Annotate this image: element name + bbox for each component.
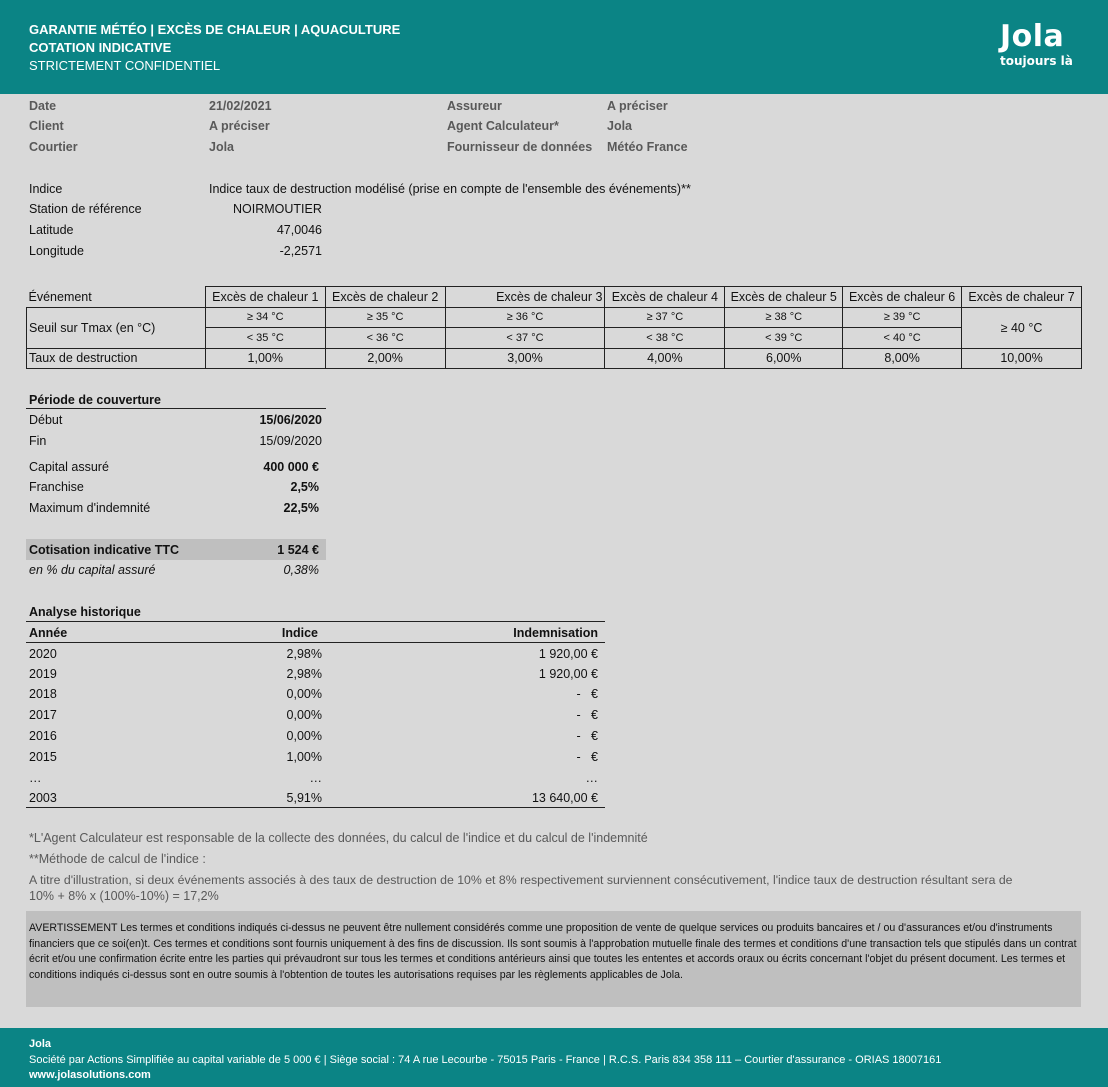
threshold-min: ≥ 39 °C xyxy=(843,307,962,328)
threshold-min: ≥ 36 °C xyxy=(445,307,605,328)
franchise-value: 2,5% xyxy=(290,480,319,494)
history-indemn: - € xyxy=(576,729,598,743)
max-indemnite-label: Maximum d'indemnité xyxy=(29,501,151,515)
logo-name: Jola xyxy=(1000,19,1065,54)
taux-row xyxy=(27,348,1082,369)
destruction-rate: 8,00% xyxy=(843,348,962,369)
history-year: 2016 xyxy=(29,729,57,743)
history-year: 2015 xyxy=(29,750,57,764)
agent-value: Jola xyxy=(607,119,633,133)
destruction-rate: 1,00% xyxy=(205,348,325,369)
capital-label: Capital assuré xyxy=(29,460,109,474)
history-indemn: - € xyxy=(576,687,598,701)
history-index: 5,91% xyxy=(286,791,322,805)
history-year: 2003 xyxy=(29,791,57,805)
cotisation-label: Cotisation indicative TTC xyxy=(29,543,180,557)
history-indemn: 13 640,00 € xyxy=(531,791,598,805)
history-indemn: … xyxy=(585,771,598,785)
threshold-min: ≥ 38 °C xyxy=(725,307,843,328)
event-name: Excès de chaleur 7 xyxy=(962,287,1082,308)
history-divider-header xyxy=(26,642,605,643)
header-subtitle: COTATION INDICATIVE xyxy=(29,40,172,55)
indice-label: Indice xyxy=(29,182,63,196)
event-name: Excès de chaleur 4 xyxy=(605,287,725,308)
destruction-rate: 4,00% xyxy=(605,348,725,369)
debut-label: Début xyxy=(29,413,63,427)
longitude-value: -2,2571 xyxy=(279,244,322,258)
note-agent: *L'Agent Calculateur est responsable de la collecte des données, du calcul de l'indice et du calcul de l'indemnité xyxy=(29,831,648,845)
event-name: Excès de chaleur 6 xyxy=(843,287,962,308)
footer xyxy=(0,1028,1108,1087)
history-index: 2,98% xyxy=(286,647,322,661)
pct-capital-value: 0,38% xyxy=(283,563,319,577)
threshold-max: < 35 °C xyxy=(205,328,325,349)
courtier-label: Courtier xyxy=(29,140,78,154)
coverage-divider xyxy=(26,408,326,409)
history-year: 2019 xyxy=(29,667,57,681)
note-illustration: A titre d'illustration, si deux événements associés à des taux de destruction de 10% et 8% respectivement surviennent consécutivement, l'indice taux de destruction résultant sera de xyxy=(29,873,1013,887)
fin-label: Fin xyxy=(29,434,47,448)
col-indemnisation: Indemnisation xyxy=(513,626,598,640)
threshold-last: ≥ 40 °C xyxy=(962,307,1082,348)
event-name: Excès de chaleur 1 xyxy=(205,287,325,308)
disclaimer: AVERTISSEMENT Les termes et conditions indiqués ci-dessus ne peuvent être nullement considérés comme une proposition de vente de quelque services ou produits bancaires et / ou d'assurances et/ou d'instruments financiers que ce soi(en)t. Ces termes et conditions sont fournis uniquement à des fins de discussion. Ils sont soumis à l'approbation mutuelle finale des termes et conditions d'une transaction tels que stipulés dans un contrat écrit et/ou une confirmation écrite entre les parties qui prévaudront sur tous les termes et conditions antérieurs ainsi que toutes les ententes et accords oraux ou écrits concernant l'objet du présent document. Les termes et conditions indiqués ci-dessus sont en outre soumis à l'obtention de toutes les autorisations requises par les règlements applicables de Jola. xyxy=(26,911,1081,1007)
destruction-rate: 3,00% xyxy=(445,348,605,369)
coverage-title: Période de couverture xyxy=(29,393,161,407)
history-indemn: - € xyxy=(576,750,598,764)
events-table xyxy=(26,286,1082,369)
history-year: 2020 xyxy=(29,647,57,661)
events-header-row xyxy=(27,287,1082,308)
history-index: 0,00% xyxy=(286,687,322,701)
history-title: Analyse historique xyxy=(29,605,141,619)
assureur-label: Assureur xyxy=(447,99,502,113)
threshold-min: ≥ 35 °C xyxy=(325,307,445,328)
latitude-value: 47,0046 xyxy=(276,223,322,237)
footer-details: Société par Actions Simplifiée au capital variable de 5 000 € | Siège social : 74 A rue Lecourbe - 75015 Paris - France | R.C.S. Paris 834 358 111 – Courtier d'assurance - ORIAS 18007161 xyxy=(29,1054,942,1066)
event-name: Excès de chaleur 3 xyxy=(445,287,605,308)
footer-website[interactable]: www.jolasolutions.com xyxy=(29,1069,151,1081)
note-formula: 10% + 8% x (100%-10%) = 17,2% xyxy=(29,889,219,903)
history-index: 1,00% xyxy=(286,750,322,764)
threshold-min: ≥ 34 °C xyxy=(205,307,325,328)
history-divider-top xyxy=(26,621,605,622)
threshold-min: ≥ 37 °C xyxy=(605,307,725,328)
col-index: Indice xyxy=(281,626,318,640)
destruction-rate: 6,00% xyxy=(725,348,843,369)
station-value: NOIRMOUTIER xyxy=(233,202,322,216)
header-banner xyxy=(0,0,1108,94)
threshold-max: < 37 °C xyxy=(445,328,605,349)
history-index: 2,98% xyxy=(286,667,322,681)
pct-capital-label: en % du capital assuré xyxy=(29,563,156,577)
fin-value: 15/09/2020 xyxy=(259,434,322,448)
history-index: 0,00% xyxy=(286,729,322,743)
agent-label: Agent Calculateur* xyxy=(447,119,559,133)
header-confidential: STRICTEMENT CONFIDENTIEL xyxy=(29,58,221,73)
history-year: … xyxy=(29,771,42,785)
history-indemn: 1 920,00 € xyxy=(538,647,598,661)
logo-tagline: toujours là xyxy=(1000,54,1073,68)
assureur-value: A préciser xyxy=(607,99,668,113)
evenement-label: Événement xyxy=(27,287,206,308)
note-methode: **Méthode de calcul de l'indice : xyxy=(29,852,206,866)
history-year: 2017 xyxy=(29,708,57,722)
threshold-max: < 39 °C xyxy=(725,328,843,349)
history-indemn: 1 920,00 € xyxy=(538,667,598,681)
seuil-label: Seuil sur Tmax (en °C) xyxy=(27,307,206,348)
history-index: … xyxy=(309,771,322,785)
event-name: Excès de chaleur 5 xyxy=(725,287,843,308)
history-indemn: - € xyxy=(576,708,598,722)
date-value: 21/02/2021 xyxy=(209,99,272,113)
threshold-max: < 38 °C xyxy=(605,328,725,349)
threshold-max: < 40 °C xyxy=(843,328,962,349)
latitude-label: Latitude xyxy=(29,223,74,237)
station-label: Station de référence xyxy=(29,202,142,216)
destruction-rate: 2,00% xyxy=(325,348,445,369)
header-title: GARANTIE MÉTÉO | EXCÈS DE CHALEUR | AQUACULTURE xyxy=(29,22,401,37)
history-index: 0,00% xyxy=(286,708,322,722)
date-label: Date xyxy=(29,99,57,113)
fournisseur-label: Fournisseur de données xyxy=(447,140,593,154)
indice-value: Indice taux de destruction modélisé (prise en compte de l'ensemble des événements)** xyxy=(209,182,691,196)
jola-logo xyxy=(1000,20,1073,68)
threshold-max: < 36 °C xyxy=(325,328,445,349)
debut-value: 15/06/2020 xyxy=(259,413,322,427)
client-value: A préciser xyxy=(209,119,270,133)
client-label: Client xyxy=(29,119,64,133)
col-year: Année xyxy=(29,626,68,640)
fournisseur-value: Météo France xyxy=(607,140,688,154)
destruction-rate: 10,00% xyxy=(962,348,1082,369)
courtier-value: Jola xyxy=(209,140,235,154)
longitude-label: Longitude xyxy=(29,244,84,258)
capital-value: 400 000 € xyxy=(263,460,319,474)
taux-label: Taux de destruction xyxy=(27,348,206,369)
franchise-label: Franchise xyxy=(29,480,84,494)
seuil-min-row xyxy=(27,307,1082,328)
max-indemnite-value: 22,5% xyxy=(283,501,319,515)
footer-company: Jola xyxy=(29,1038,52,1050)
event-name: Excès de chaleur 2 xyxy=(325,287,445,308)
history-year: 2018 xyxy=(29,687,57,701)
history-divider-bottom xyxy=(26,807,605,808)
cotisation-value: 1 524 € xyxy=(277,543,319,557)
